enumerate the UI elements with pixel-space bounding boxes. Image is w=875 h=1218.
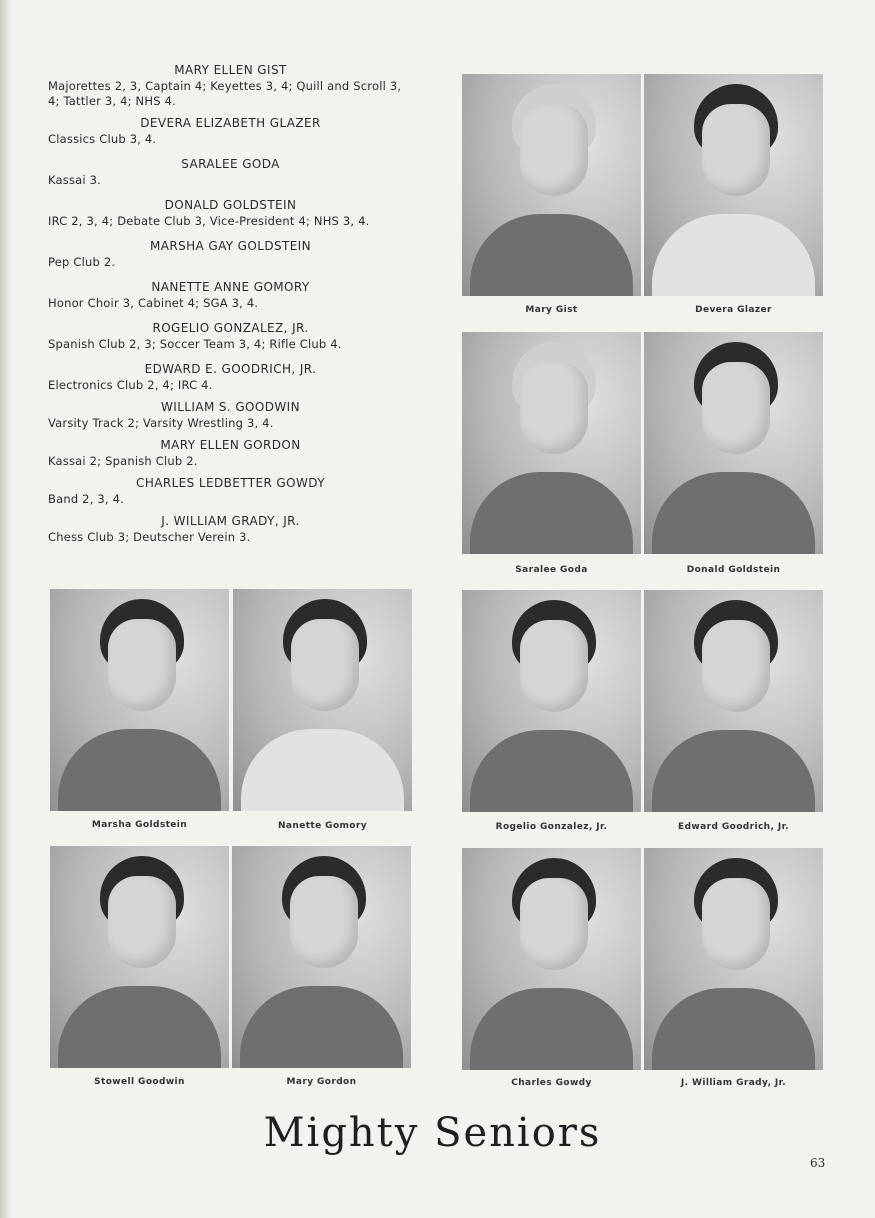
bio-name: ROGELIO GONZALEZ, JR. <box>152 321 309 335</box>
bio-activities: IRC 2, 3, 4; Debate Club 3, Vice-President 4; NHS 3, 4. <box>48 214 370 228</box>
bio-activities: Pep Club 2. <box>48 255 116 269</box>
portrait-photo-goodrich <box>644 590 823 812</box>
bio-goda <box>48 156 413 188</box>
portrait-photo-grady <box>644 848 823 1070</box>
bio-name: SARALEE GODA <box>181 157 280 171</box>
caption-grady: J. William Grady, Jr. <box>680 1078 787 1088</box>
bio-goodwin <box>48 399 413 431</box>
bio-name: DONALD GOLDSTEIN <box>164 198 297 212</box>
bio-name: WILLIAM S. GOODWIN <box>161 400 300 414</box>
bio-name: NANETTE ANNE GOMORY <box>151 280 310 294</box>
bio-name: MARY ELLEN GORDON <box>160 438 301 452</box>
caption-gonzalez: Rogelio Gonzalez, Jr. <box>495 822 608 832</box>
portrait-photo-dgoldstein <box>644 332 823 554</box>
bio-activities: Band 2, 3, 4. <box>48 492 125 506</box>
bio-gist <box>48 62 413 109</box>
caption-mgoldstein: Marsha Goldstein <box>91 820 188 830</box>
caption-gowdy: Charles Gowdy <box>511 1078 592 1088</box>
bio-activities: Spanish Club 2, 3; Soccer Team 3, 4; Rifle Club 4. <box>48 337 342 351</box>
bio-glazer <box>48 115 413 147</box>
bio-name: MARSHA GAY GOLDSTEIN <box>150 239 311 253</box>
portrait-photo-mgoldstein <box>50 589 229 811</box>
caption-dgoldstein: Donald Goldstein <box>686 565 781 575</box>
caption-goodwin: Stowell Goodwin <box>94 1077 185 1087</box>
bio-mgoldstein <box>48 238 413 270</box>
bio-activities: Electronics Club 2, 4; IRC 4. <box>48 378 213 392</box>
portrait-photo-gonzalez <box>462 590 641 812</box>
bio-activities: Varsity Track 2; Varsity Wrestling 3, 4. <box>48 416 274 430</box>
bio-activities: Chess Club 3; Deutscher Verein 3. <box>48 530 251 544</box>
portrait-photo-goda <box>462 332 641 554</box>
page-title: Mighty Seniors <box>263 1110 602 1156</box>
page-binding-shadow <box>0 0 12 1218</box>
bio-dgoldstein <box>48 197 413 229</box>
bio-activities: Kassai 3. <box>48 173 102 187</box>
portrait-photo-glazer <box>644 74 823 296</box>
caption-goda: Saralee Goda <box>515 565 588 575</box>
bio-name: EDWARD E. GOODRICH, JR. <box>144 362 317 376</box>
bio-activities: Kassai 2; Spanish Club 2. <box>48 454 198 468</box>
caption-gomory: Nanette Gomory <box>278 821 367 831</box>
page-number: 63 <box>810 1156 826 1170</box>
portrait-photo-goodwin <box>50 846 229 1068</box>
bio-activities: Majorettes 2, 3, Captain 4; Keyettes 3, 4; Quill and Scroll 3, 4; Tattler 3, 4; NHS 4. <box>48 79 402 108</box>
bio-gordon <box>48 437 413 469</box>
bio-grady <box>48 513 413 545</box>
bio-gowdy <box>48 475 413 507</box>
bio-gonzalez <box>48 320 413 352</box>
bio-name: CHARLES LEDBETTER GOWDY <box>136 476 325 490</box>
portrait-photo-gist <box>462 74 641 296</box>
portrait-photo-gordon <box>232 846 411 1068</box>
senior-bios <box>48 62 413 545</box>
bio-name: MARY ELLEN GIST <box>174 63 287 77</box>
bio-goodrich <box>48 361 413 393</box>
portrait-photo-gomory <box>233 589 412 811</box>
portrait-photo-gowdy <box>462 848 641 1070</box>
bio-activities: Classics Club 3, 4. <box>48 132 157 146</box>
caption-gordon: Mary Gordon <box>286 1077 357 1087</box>
bio-name: DEVERA ELIZABETH GLAZER <box>140 116 321 130</box>
caption-glazer: Devera Glazer <box>695 305 772 315</box>
bio-name: J. WILLIAM GRADY, JR. <box>161 514 300 528</box>
caption-gist: Mary Gist <box>525 305 578 315</box>
bio-gomory <box>48 279 413 311</box>
bio-activities: Honor Choir 3, Cabinet 4; SGA 3, 4. <box>48 296 259 310</box>
caption-goodrich: Edward Goodrich, Jr. <box>678 822 789 832</box>
